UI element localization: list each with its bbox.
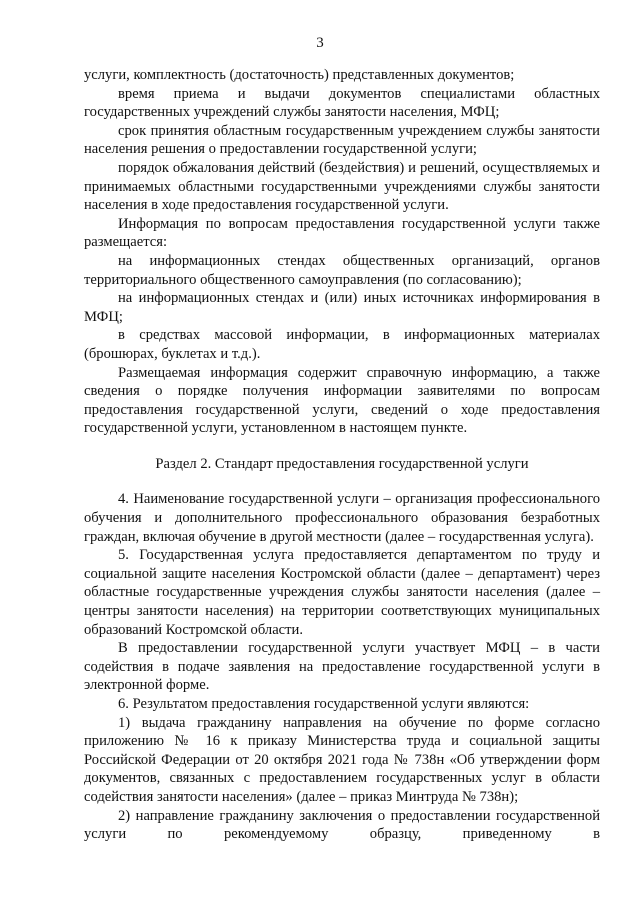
- document-body: [84, 66, 600, 844]
- paragraph: Информация по вопросам предоставления государственной услуги также размещается:: [84, 215, 600, 251]
- paragraph: 5. Государственная услуга предоставляется департаментом по труду и социальной защите населения Костромской области (далее – департамент) через областные государственные учреждения службы занятости населения (далее – центры занятости населения) на территории соответствующих муниципальных образований Костромской области.: [84, 547, 600, 638]
- page-number: 3: [316, 35, 324, 51]
- paragraph: 6. Результатом предоставления государственной услуги являются:: [118, 696, 530, 712]
- paragraph: 4. Наименование государственной услуги – организация профессионального обучения и дополнительного профессионального образования безработных граждан, включая обучение в другой местности (далее – государственная услуга).: [84, 491, 600, 545]
- paragraph: срок принятия областным государственным учреждением службы занятости населения решения о предоставлении государственной услуги;: [84, 122, 600, 158]
- paragraph: Размещаемая информация содержит справочную информацию, а также сведения о порядке получения информации заявителями по вопросам предоставления государственной услуги, сведений о ходе предоставления государственной услуги, установленном в настоящем пункте.: [84, 364, 600, 437]
- paragraph: на информационных стендах общественных организаций, органов территориального общественного самоуправления (по согласованию);: [84, 252, 600, 288]
- paragraphs-after-heading: [84, 490, 600, 843]
- paragraph: услуги, комплектность (достаточность) представленных документов;: [84, 67, 515, 83]
- paragraphs-before-heading: [84, 66, 600, 438]
- paragraph: порядок обжалования действий (бездействия) и решений, осуществляемых и принимаемых областными государственными учреждениями службы занятости населения в ходе предоставления государственной услуги.: [84, 159, 600, 214]
- paragraph: в средствах массовой информации, в информационных материалах (брошюрах, буклетах и т.д.).: [84, 327, 600, 362]
- paragraph: В предоставлении государственной услуги участвует МФЦ – в части содействия в подаче заявления на предоставление государственной услуги в электронной форме.: [84, 640, 600, 694]
- section-heading: Раздел 2. Стандарт предоставления государственной услуги: [155, 455, 529, 472]
- paragraph: 2) направление гражданину заключения о предоставлении государственной услуги по рекомендуемому образцу, приведенному в: [84, 807, 600, 843]
- paragraph: время приема и выдачи документов специалистами областных государственных учреждений службы занятости населения, МФЦ;: [84, 85, 600, 121]
- paragraph: 1) выдача гражданину направления на обучение по форме согласно приложению № 16 к приказу Министерства труда и социальной защиты Российской Федерации от 20 октября 2021 года № 738н «Об утверждении форм документов, связанных с предоставлением государственных услуг в области содействия занятости населения» (далее – приказ Минтруда № 738н);: [84, 714, 600, 805]
- paragraph: на информационных стендах и (или) иных источниках информирования в МФЦ;: [84, 290, 600, 325]
